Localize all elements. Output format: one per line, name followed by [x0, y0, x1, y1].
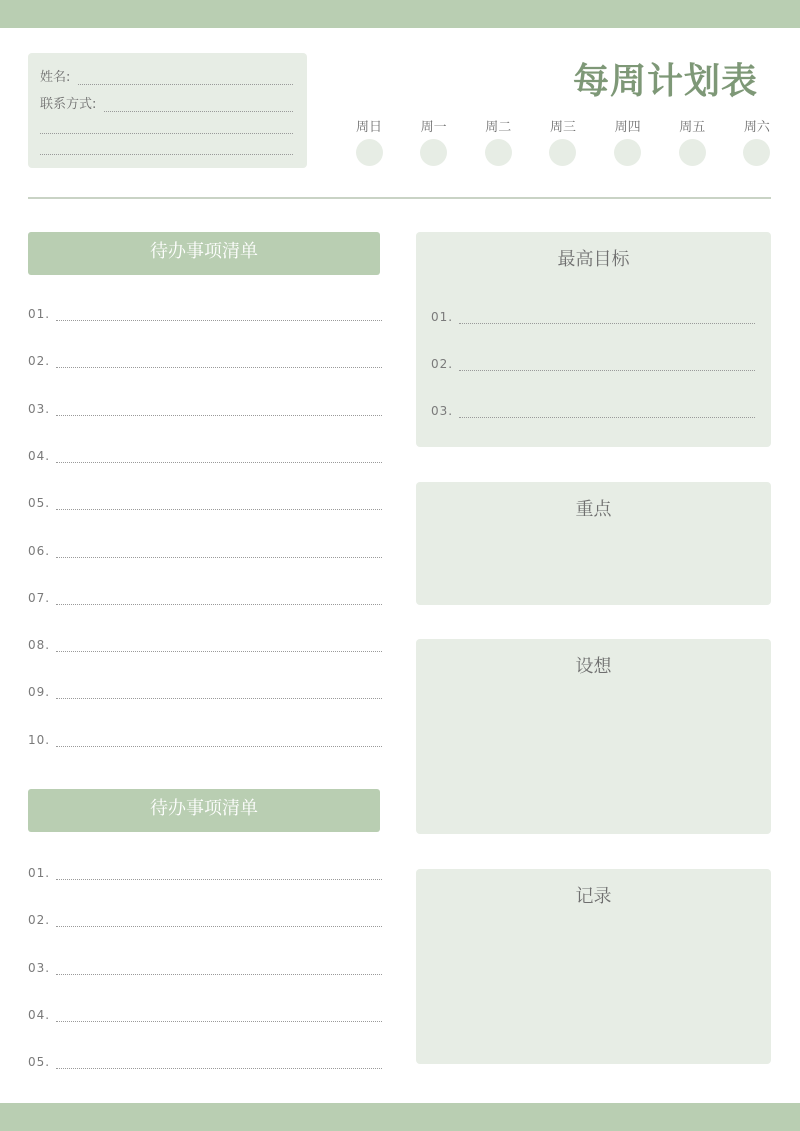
- todo-item-number: 06.: [28, 543, 51, 558]
- todo-item[interactable]: [28, 303, 382, 321]
- todo-item[interactable]: [28, 587, 382, 605]
- day-6: [727, 116, 787, 172]
- dotted-line: [56, 1011, 382, 1022]
- name-dotted-line: [78, 72, 293, 85]
- goal-item[interactable]: [431, 400, 755, 418]
- day-1: [404, 116, 464, 172]
- dotted-line: [56, 688, 382, 699]
- goal-item[interactable]: [431, 306, 755, 324]
- dotted-line: [56, 641, 382, 652]
- todo-item-number: 01.: [28, 866, 51, 880]
- dotted-line: [56, 405, 382, 416]
- todo-item[interactable]: [28, 492, 382, 510]
- todo-item[interactable]: [28, 909, 382, 927]
- todo-item-number: 02.: [28, 354, 51, 369]
- day-checkbox-circle[interactable]: [743, 139, 770, 166]
- ideas-title: 设想: [575, 656, 612, 677]
- todo-item-number: 08.: [28, 638, 51, 653]
- focus-title: 重点: [575, 499, 612, 520]
- dotted-line: [459, 407, 755, 418]
- info-box: [28, 53, 307, 168]
- todo-item-number: 02.: [28, 913, 51, 928]
- name-label: 姓名:: [40, 70, 71, 85]
- notes-panel[interactable]: [416, 869, 771, 1064]
- dotted-line: [459, 360, 755, 371]
- todo-item[interactable]: [28, 1004, 382, 1022]
- ideas-panel[interactable]: [416, 639, 771, 834]
- contact-line[interactable]: [40, 94, 293, 112]
- day-label: 周一: [420, 120, 447, 135]
- day-5: [662, 116, 722, 172]
- day-label: 周四: [614, 120, 641, 135]
- todo-item-number: 04.: [28, 1007, 51, 1022]
- dotted-line: [56, 594, 382, 605]
- todo-item[interactable]: [28, 681, 382, 699]
- day-label: 周二: [485, 120, 512, 135]
- todo-item-number: 04.: [28, 448, 51, 463]
- todo-item[interactable]: [28, 445, 382, 463]
- day-checkbox-circle[interactable]: [420, 139, 447, 166]
- todo-item[interactable]: [28, 957, 382, 975]
- todo-item-number: 01.: [28, 307, 51, 321]
- todo-item-number: 09.: [28, 685, 51, 700]
- dotted-line: [56, 1058, 382, 1069]
- dotted-line: [56, 310, 382, 321]
- day-checkbox-circle[interactable]: [485, 139, 512, 166]
- divider: [28, 197, 771, 199]
- day-2: [468, 116, 528, 172]
- day-label: 周三: [549, 120, 576, 135]
- dotted-line: [56, 499, 382, 510]
- bottom-band: [0, 1103, 800, 1131]
- todo-item[interactable]: [28, 862, 382, 880]
- todo-header-2: 待办事项清单: [28, 789, 380, 832]
- todo-item-number: 03.: [28, 960, 51, 975]
- day-label: 周五: [679, 120, 706, 135]
- todo-item[interactable]: [28, 729, 382, 747]
- dotted-line: [56, 357, 382, 368]
- day-checkbox-circle[interactable]: [356, 139, 383, 166]
- todo-item-number: 07.: [28, 590, 51, 605]
- todo-item-number: 05.: [28, 496, 51, 511]
- blank-line-1[interactable]: [40, 116, 293, 134]
- focus-panel[interactable]: [416, 482, 771, 605]
- day-4: [598, 116, 658, 172]
- todo-item-number: 03.: [28, 401, 51, 416]
- name-line[interactable]: [40, 67, 293, 85]
- top-band: [0, 0, 800, 28]
- page-title: 每周计划表: [572, 61, 758, 102]
- dotted-line: [56, 869, 382, 880]
- day-checkbox-circle[interactable]: [679, 139, 706, 166]
- notes-title: 记录: [575, 886, 612, 907]
- goal-item[interactable]: [431, 353, 755, 371]
- todo-item[interactable]: [28, 350, 382, 368]
- contact-dotted-line: [104, 99, 293, 112]
- todo-item[interactable]: [28, 540, 382, 558]
- day-checkbox-circle[interactable]: [614, 139, 641, 166]
- goal-item-number: 01.: [431, 310, 454, 324]
- todo-item[interactable]: [28, 398, 382, 416]
- goals-title: 最高目标: [557, 249, 630, 270]
- todo-item[interactable]: [28, 1051, 382, 1069]
- day-0: [339, 116, 399, 172]
- dotted-line: [40, 142, 293, 155]
- goals-panel: [416, 232, 771, 447]
- todo-item[interactable]: [28, 634, 382, 652]
- todo-item-number: 05.: [28, 1055, 51, 1070]
- goal-item-number: 02.: [431, 357, 454, 371]
- day-3: [533, 116, 593, 172]
- dotted-line: [56, 916, 382, 927]
- day-label: 周日: [355, 120, 382, 135]
- dotted-line: [40, 121, 293, 134]
- blank-line-2[interactable]: [40, 137, 293, 155]
- dotted-line: [459, 313, 755, 324]
- dotted-line: [56, 964, 382, 975]
- week-days: [339, 116, 787, 172]
- day-checkbox-circle[interactable]: [549, 139, 576, 166]
- todo-header-1: 待办事项清单: [28, 232, 380, 275]
- dotted-line: [56, 547, 382, 558]
- todo-item-number: 10.: [28, 732, 51, 747]
- dotted-line: [56, 736, 382, 747]
- dotted-line: [56, 452, 382, 463]
- contact-label: 联系方式:: [40, 97, 97, 112]
- day-label: 周六: [743, 120, 770, 135]
- goal-item-number: 03.: [431, 404, 454, 418]
